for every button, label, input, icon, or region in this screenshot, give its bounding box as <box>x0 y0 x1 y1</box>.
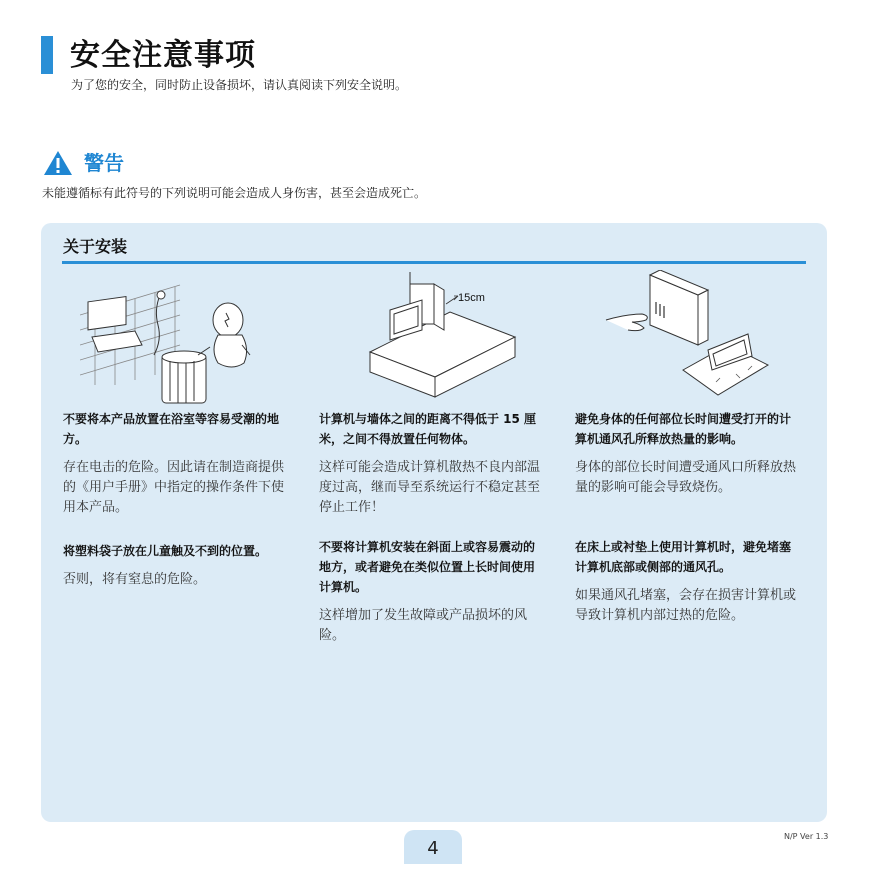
item-bed-cushion <box>575 537 799 626</box>
warning-title: 警告 <box>84 151 124 175</box>
page-subtitle: 为了您的安全，同时防止设备损坏，请认真阅读下列安全说明。 <box>71 78 408 92</box>
page-title: 安全注意事项 <box>70 38 256 73</box>
item-heading: 计算机与墙体之间的距离不得低于 15 厘米，之间不得放置任何物体。 <box>319 412 537 446</box>
item-heading: 避免身体的任何部位长时间遭受打开的计算机通风孔所释放热量的影响。 <box>575 412 792 446</box>
item-body: 存在电击的危险。因此请在制造商提供的《用户手册》中指定的操作条件下使用本产品。 <box>63 460 285 515</box>
section-title: 关于安装 <box>63 237 128 256</box>
item-bathroom <box>63 409 287 518</box>
vent-heat-illustration <box>598 270 778 400</box>
clearance-label: 15cm <box>458 292 485 304</box>
warning-triangle-icon <box>43 150 73 176</box>
version-label: N/P Ver 1.3 <box>784 832 829 841</box>
item-heading: 将塑料袋子放在儿童触及不到的位置。 <box>63 544 268 558</box>
desk-clearance-illustration <box>350 272 530 402</box>
item-body: 这样增加了发生故障或产品损坏的风险。 <box>319 608 528 643</box>
item-body: 这样可能会造成计算机散热不良内部温度过高，继而导至系统运行不稳定甚至停止工作！ <box>319 460 541 515</box>
title-accent-bar <box>41 36 53 74</box>
section-divider <box>62 261 806 264</box>
bathroom-illustration <box>80 275 290 405</box>
item-heading: 不要将本产品放置在浴室等容易受潮的地方。 <box>63 412 280 446</box>
item-body: 否则，将有窒息的危险。 <box>63 572 207 587</box>
item-heading: 在床上或衬垫上使用计算机时，避免堵塞计算机底部或侧部的通风孔。 <box>575 540 792 574</box>
page-number: 4 <box>404 830 462 864</box>
item-body: 身体的部位长时间遭受通风口所释放热量的影响可能会导致烧伤。 <box>575 460 797 495</box>
item-heading: 不要将计算机安装在斜面上或容易震动的地方，或者避免在类似位置上长时间使用计算机。 <box>319 540 536 594</box>
item-wall-distance <box>319 409 543 518</box>
item-plastic-bag <box>63 541 287 590</box>
item-body: 如果通风孔堵塞，会存在损害计算机或导致计算机内部过热的危险。 <box>575 588 797 623</box>
warning-description: 未能遵循标有此符号的下列说明可能会造成人身伤害，甚至会造成死亡。 <box>42 186 427 200</box>
item-vent-heat <box>575 409 799 498</box>
item-slope-vibration <box>319 537 543 646</box>
